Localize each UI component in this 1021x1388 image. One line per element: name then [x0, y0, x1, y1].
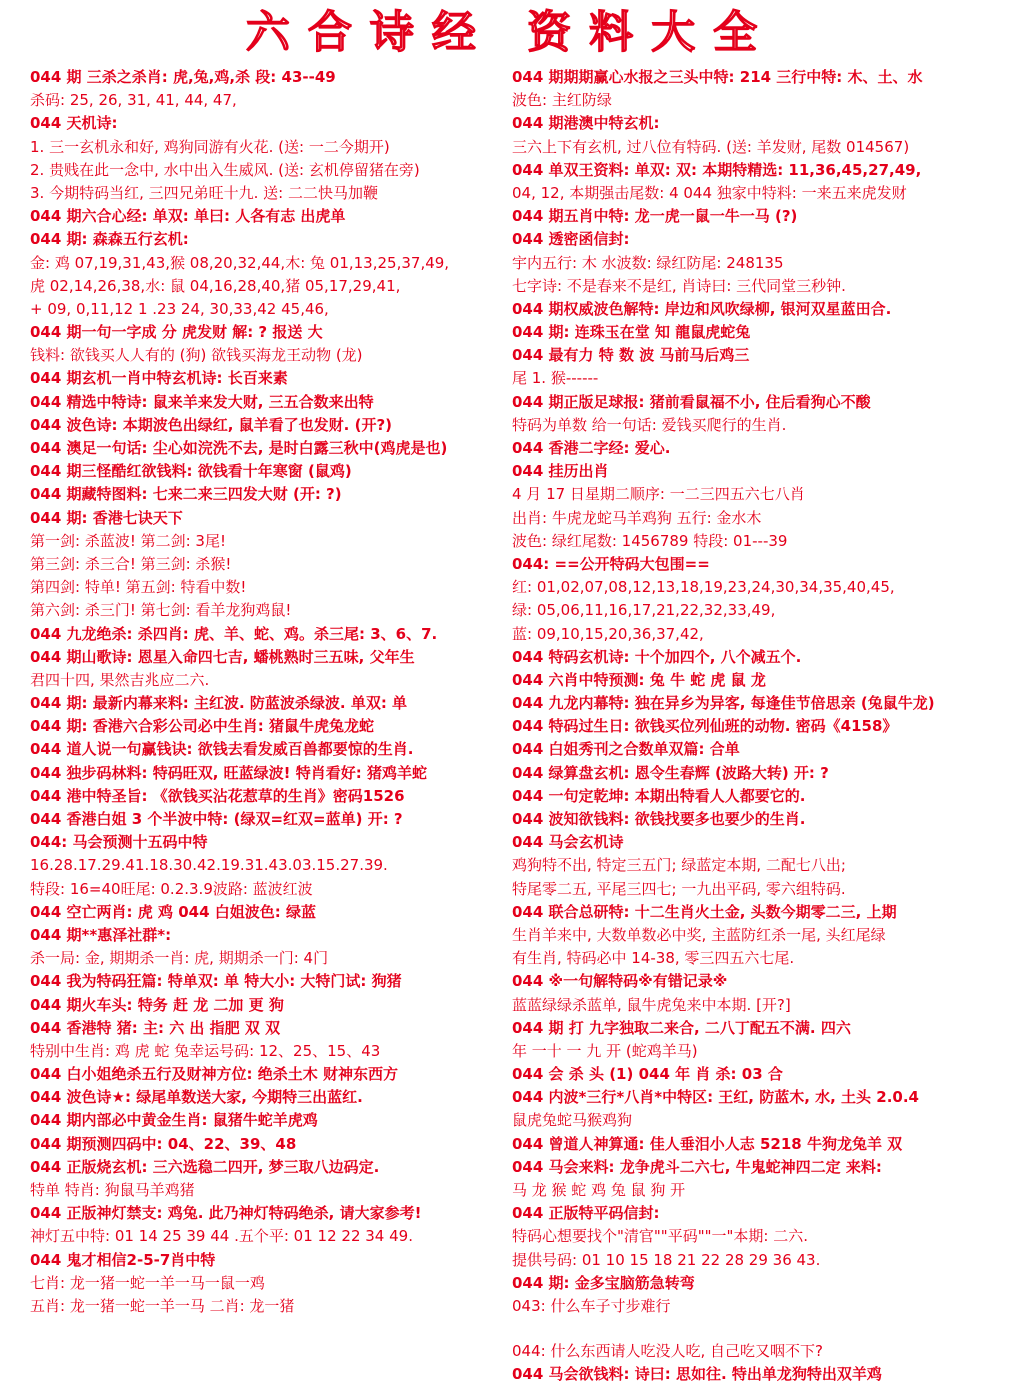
right-line: 044 曾道人神算通: 佳人垂泪小人志 5218 牛狗龙兔羊 双 — [512, 1134, 903, 1153]
right-line: 年 一十 一 九 开 (蛇鸡羊马) — [512, 1041, 698, 1060]
right-line: 044 最有力 特 数 波 马前马后鸡三 — [512, 346, 750, 365]
left-line: 16.28.17.29.41.18.30.42.19.31.43.03.15.27.39. — [30, 856, 388, 875]
left-line: 044 期一句一字成 分 虎发财 解: ? 报送 大 — [30, 323, 323, 342]
left-line: 044 期: 森森五行玄机: — [30, 230, 189, 249]
right-line: 044 特码过生日: 欲钱买位列仙班的动物. 密码《4158》 — [512, 717, 898, 736]
left-line: 044 天机诗: — [30, 114, 118, 133]
right-line: 044 期: 金多宝脑筋急转弯 — [512, 1273, 695, 1292]
left-line: 神灯五中特: 01 14 25 39 44 .五个平: 01 12 22 34 49. — [30, 1227, 413, 1246]
left-line: 044 期: 最新内幕来料: 主红波. 防蓝波杀绿波. 单双: 单 — [30, 694, 408, 713]
page-title — [0, 0, 1021, 66]
left-line: 044 九龙绝杀: 杀四肖: 虎、羊、蛇、鸡。杀三尾: 3、6、7. — [30, 624, 438, 643]
left-line: 特单 特肖: 狗鼠马羊鸡猪 — [30, 1181, 195, 1199]
right-line: 044 马会欲钱料: 诗曰: 思如往. 特出单龙狗特出双羊鸡 — [512, 1365, 882, 1384]
left-line: 杀一局: 金, 期期杀一肖: 虎, 期期杀一门: 4门 — [30, 949, 329, 968]
right-line: 044 挂历出肖 — [512, 462, 609, 481]
right-line: 044 联合总研特: 十二生肖火土金, 头数今期零二三, 上期 — [512, 902, 897, 921]
right-line: 特码心想要找个"清官""平码""一"本期: 二六. — [512, 1227, 808, 1246]
right-line: 044 期期期赢心水报之三头中特: 214 三行中特: 木、土、水 — [512, 68, 923, 86]
right-line: 044 会 杀 头 (1) 044 年 肖 杀: 03 合 — [512, 1065, 783, 1084]
right-line: 生肖羊来中, 大数单数必中奖, 主蓝防红杀一尾, 头红尾绿 — [512, 925, 886, 944]
right-line: 红: 01,02,07,08,12,13,18,19,23,24,30,34,35,40,45, — [512, 578, 895, 597]
right-line: 特尾零二五, 平尾三四七; 一九出平码, 零六组特码. — [512, 879, 846, 898]
right-line: 宇内五行: 木 水波数: 绿红防尾: 248135 — [512, 253, 784, 272]
left-line: 第四剑: 特单! 第五剑: 特看中数! — [30, 578, 247, 597]
left-line: 044 正版烧玄机: 三六选稳二四开, 梦三取八边码定. — [30, 1157, 380, 1176]
right-line: 044 特码玄机诗: 十个加四个, 八个减五个. — [512, 647, 802, 666]
left-line: 3. 今期特码当红, 三四兄弟旺十九. 送: 二二快马加鞭 — [30, 183, 378, 202]
left-line: 044 港中特圣旨: 《欲钱买沾花惹草的生肖》密码1526 — [30, 786, 405, 805]
right-line: 044 期五肖中特: 龙一虎一鼠一牛一马 (?) — [512, 207, 798, 226]
left-line: 044: 马会预测十五码中特 — [30, 833, 208, 852]
right-line: 044 内波*三行*八肖*中特区: 王红, 防蓝木, 水, 土头 2.0.4 — [512, 1088, 919, 1107]
left-line: 杀码: 25, 26, 31, 41, 44, 47, — [30, 91, 237, 110]
right-column — [512, 66, 992, 1387]
right-line: 044 香港二字经: 爱心. — [512, 439, 671, 457]
right-line: 044 马会来料: 龙争虎斗二六七, 牛鬼蛇神四二定 来料: — [512, 1157, 882, 1176]
page-title-text: 六合诗经 资料大全 — [245, 7, 776, 58]
left-line: 044 期预测四码中: 04、22、39、48 — [30, 1134, 297, 1153]
right-line: 044 ※一句解特码※有错记录※ — [512, 972, 728, 991]
left-line: 044 期**惠泽社群*: — [30, 925, 172, 944]
left-line: 2. 贵贱在此一念中, 水中出入生威风. (送: 玄机停留猪在旁) — [30, 160, 420, 179]
left-line: 钱料: 欲钱买人人有的 (狗) 欲钱买海龙王动物 (龙) — [30, 346, 363, 365]
right-line: 044 马会玄机诗 — [512, 833, 624, 852]
right-line: 七字诗: 不是春来不是红, 肖诗曰: 三代同堂三秒钟. — [512, 276, 846, 295]
right-line: 有生肖, 特码必中 14-38, 零三四五六七尾. — [512, 949, 795, 968]
right-line: 044 绿算盘玄机: 恩令生春辉 (波路大转) 开: ? — [512, 763, 829, 782]
right-line: 044 白姐秀刊之合数单双篇: 合单 — [512, 740, 740, 759]
right-line: 波色: 绿红尾数: 1456789 特段: 01---39 — [512, 531, 788, 550]
left-line: 044 期藏特图料: 七来二来三四发大财 (开: ?) — [30, 485, 342, 504]
right-line: 044 正版特平码信封: — [512, 1204, 660, 1223]
right-line: 鼠虎兔蛇马猴鸡狗 — [512, 1111, 633, 1130]
right-line: 044 期港澳中特玄机: — [512, 114, 660, 133]
left-line: 044 期 三杀之杀肖: 虎,兔,鸡,杀 段: 43--49 — [30, 68, 336, 86]
left-line: 044 期六合心经: 单双: 单曰: 人各有志 出虎单 — [30, 207, 346, 226]
right-line: 044 波知欲钱料: 欲钱找要多也要少的生肖. — [512, 810, 806, 828]
left-line: 044 鬼才相信2-5-7肖中特 — [30, 1250, 216, 1269]
left-line: 君四十四, 果然吉兆应二六. — [30, 670, 210, 689]
left-line: 044 正版神灯禁支: 鸡兔. 此乃神灯特码绝杀, 请大家参考! — [30, 1204, 422, 1223]
right-line: 鸡狗特不出, 特定三五门; 绿蓝定本期, 二配七八出; — [512, 856, 846, 875]
left-line: 虎 02,14,26,38,水: 鼠 04,16,28,40,猪 05,17,29,41, — [30, 276, 401, 295]
right-line: 044 九龙内幕特: 独在异乡为异客, 每逢佳节倍思亲 (兔鼠牛龙) — [512, 694, 935, 713]
left-line: 特段: 16=40旺尾: 0.2.3.9波路: 蓝波红波 — [30, 879, 313, 898]
left-line: + 09, 0,11,12 1 .23 24, 30,33,42 45,46, — [30, 299, 329, 318]
right-line: 044 期 打 九字独取二来合, 二八丁配五不满. 四六 — [512, 1018, 851, 1037]
right-line: 044 期正版足球报: 猪前看鼠福不小, 住后看狗心不酸 — [512, 392, 871, 411]
right-line: 出肖: 牛虎龙蛇马羊鸡狗 五行: 金水木 — [512, 508, 762, 527]
left-line: 044 期内部必中黄金生肖: 鼠猪牛蛇羊虎鸡 — [30, 1111, 318, 1130]
right-line: 蓝蓝绿绿杀蓝单, 鼠牛虎兔来中本期. [开?] — [512, 995, 791, 1014]
right-line: 043: 什么车子寸步难行 — [512, 1296, 671, 1315]
right-line: 波色: 主红防绿 — [512, 91, 612, 110]
left-line: 044 波色诗★: 绿尾单数送大家, 今期特三出蓝红. — [30, 1088, 363, 1107]
left-line: 044 精选中特诗: 鼠来羊来发大财, 三五合数来出特 — [30, 392, 374, 411]
right-line: 4 月 17 日星期二顺序: 一二三四五六七八肖 — [512, 485, 805, 504]
left-line: 044 期山歌诗: 恩星入命四七吉, 蟠桃熟时三五味, 父年生 — [30, 647, 415, 666]
right-line: 尾 1. 猴------ — [512, 369, 599, 388]
right-line: 特码为单数 给一句话: 爱钱买爬行的生肖. — [512, 415, 787, 434]
left-line: 044 期三怪酷红欲钱料: 欲钱看十年寒窗 (鼠鸡) — [30, 462, 352, 481]
left-line: 044 独步码林料: 特码旺双, 旺蓝绿波! 特肖看好: 猪鸡羊蛇 — [30, 763, 427, 782]
right-line: 044 期权威波色解特: 岸边和风吹绿柳, 银河双星蓝田合. — [512, 299, 892, 318]
left-line: 五肖: 龙一猪一蛇一羊一马 二肖: 龙一猪 — [30, 1296, 295, 1315]
left-line: 044 香港白姐 3 个半波中特: (绿双=红双=蓝单) 开: ? — [30, 810, 403, 828]
left-line: 044 道人说一句赢钱诀: 欲钱去看发威百兽都要惊的生肖. — [30, 740, 414, 759]
left-line: 044 澳足一句话: 尘心如浣洗不去, 是时白露三秋中(鸡虎是也) — [30, 439, 448, 457]
left-line: 044 空亡两肖: 虎 鸡 044 白姐波色: 绿蓝 — [30, 902, 316, 921]
right-line: 04, 12, 本期强击尾数: 4 044 独家中特料: 一来五来虎发财 — [512, 183, 907, 202]
right-line: 044 透密函信封: — [512, 230, 630, 249]
right-line: 044 期: 连珠玉在堂 知 龍鼠虎蛇兔 — [512, 323, 751, 342]
left-line: 1. 三一玄机永和好, 鸡狗同游有火花. (送: 一二今期开) — [30, 137, 390, 156]
left-line: 第六剑: 杀三门! 第七剑: 看羊龙狗鸡鼠! — [30, 601, 292, 620]
left-line: 044 期: 香港六合彩公司必中生肖: 猪鼠牛虎兔龙蛇 — [30, 717, 374, 736]
left-line: 044 波色诗: 本期波色出绿红, 鼠羊看了也发财. (开?) — [30, 415, 393, 434]
right-line: 044: 什么东西请人吃没人吃, 自己吃又咽不下? — [512, 1342, 823, 1361]
right-line: 044 一句定乾坤: 本期出特看人人都要它的. — [512, 786, 806, 805]
right-line: 提供号码: 01 10 15 18 21 22 28 29 36 43. — [512, 1250, 821, 1269]
right-line: 绿: 05,06,11,16,17,21,22,32,33,49, — [512, 601, 776, 620]
spacer — [512, 1318, 992, 1340]
right-line: 044 六肖中特预测: 兔 牛 蛇 虎 鼠 龙 — [512, 670, 766, 689]
left-line: 金: 鸡 07,19,31,43,猴 08,20,32,44,木: 兔 01,13,25,37,49, — [30, 253, 450, 272]
right-line: 044 单双王资料: 单双: 双: 本期特精选: 11,36,45,27,49, — [512, 160, 922, 179]
left-line: 044 香港特 猪: 主: 六 出 指肥 双 双 — [30, 1018, 281, 1037]
left-line: 044 白小姐绝杀五行及财神方位: 绝杀土木 财神东西方 — [30, 1065, 398, 1084]
left-line: 七肖: 龙一猪一蛇一羊一马一鼠一鸡 — [30, 1273, 265, 1292]
left-column — [30, 66, 508, 1318]
right-line: 044: ==公开特码大包围== — [512, 554, 710, 573]
left-line: 044 我为特码狂篇: 特单双: 单 特大小: 大特门试: 狗猪 — [30, 972, 402, 991]
left-line: 第一剑: 杀蓝波! 第二剑: 3尾! — [30, 531, 226, 550]
left-line: 044 期火车头: 特务 赶 龙 二加 更 狗 — [30, 995, 284, 1014]
left-line: 第三剑: 杀三合! 第三剑: 杀猴! — [30, 554, 232, 573]
left-line: 044 期玄机一肖中特玄机诗: 长百来素 — [30, 369, 288, 388]
right-line: 蓝: 09,10,15,20,36,37,42, — [512, 624, 704, 643]
left-line: 特别中生肖: 鸡 虎 蛇 兔幸运号码: 12、25、15、43 — [30, 1041, 381, 1060]
left-line: 044 期: 香港七诀天下 — [30, 508, 183, 527]
right-line: 马 龙 猴 蛇 鸡 兔 鼠 狗 开 — [512, 1181, 686, 1199]
right-line: 三六上下有玄机, 过八位有特码. (送: 羊发财, 尾数 014567) — [512, 137, 910, 156]
